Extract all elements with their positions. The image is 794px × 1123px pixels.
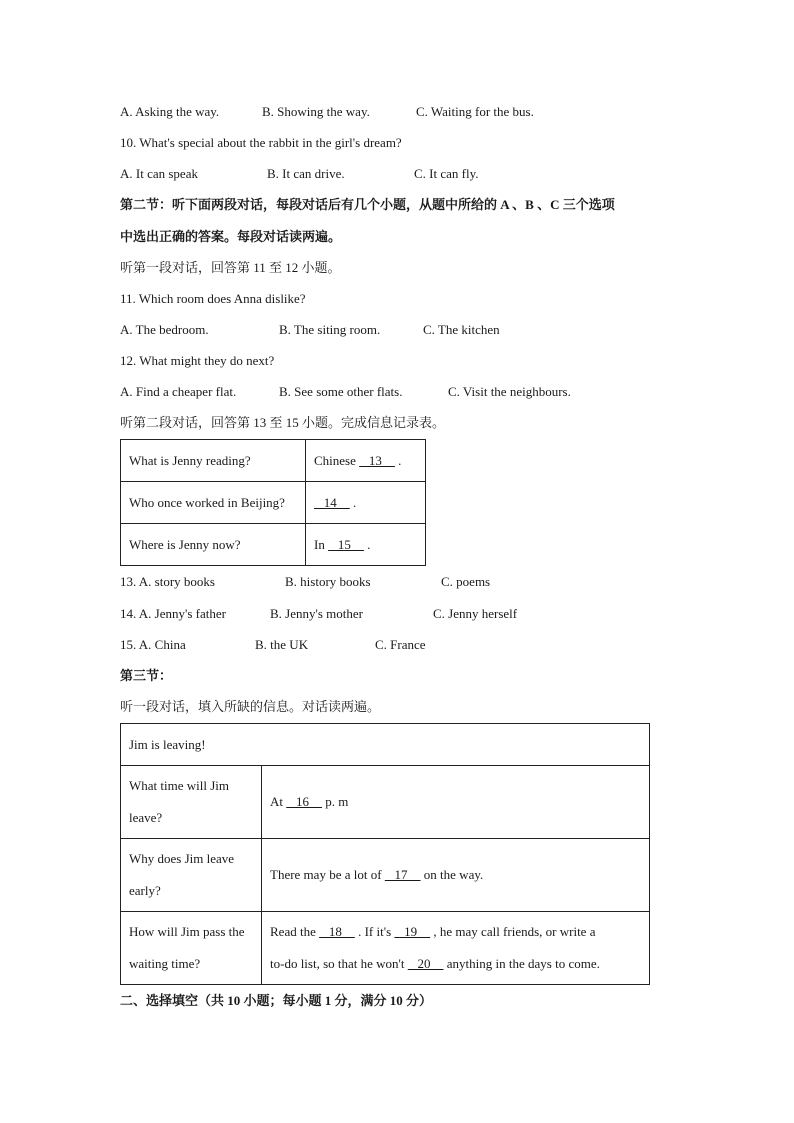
q13-option-c: C. poems	[441, 574, 491, 589]
q12-option-c: C. Visit the neighbours.	[448, 384, 571, 399]
dialog1-intro: 听第一段对话，回答第 11 至 12 小题。	[120, 260, 341, 275]
answer-text: . If it's	[354, 924, 395, 939]
question-line: waiting time?	[129, 956, 201, 971]
question-12: 12. What might they do next?	[120, 353, 275, 368]
table-row	[121, 839, 650, 912]
dialog2-intro: 听第二段对话，回答第 13 至 15 小题。完成信息记录表。	[120, 415, 446, 430]
q13-option-b: B. history books	[285, 574, 371, 589]
q9-option-c: C. Waiting for the bus.	[416, 104, 534, 119]
question-line: early?	[129, 883, 161, 898]
section3-intro: 听一段对话，填入所缺的信息。对话读两遍。	[120, 699, 381, 714]
table-answer-cell	[262, 839, 650, 912]
table-row	[121, 766, 650, 839]
q12-option-a: A. Find a cheaper flat.	[120, 384, 237, 399]
q15-option-c: C. France	[375, 637, 426, 652]
table-answer-cell	[306, 482, 426, 524]
answer-suffix: .	[363, 536, 371, 552]
q13-option-a: 13. A. story books	[120, 574, 215, 589]
blank-20: 20	[407, 956, 444, 971]
table-question-cell	[121, 766, 262, 839]
answer-suffix: .	[394, 452, 402, 468]
q15-option-b: B. the UK	[255, 637, 309, 652]
answer-prefix: In	[314, 536, 329, 552]
question-line: What time will Jim	[129, 778, 230, 793]
answer-line	[270, 948, 641, 980]
table-answer-cell	[306, 440, 426, 482]
question-line: leave?	[129, 810, 163, 825]
question-line: How will Jim pass the	[129, 924, 245, 939]
q12-option-b: B. See some other flats.	[279, 384, 403, 399]
question-10: 10. What's special about the rabbit in the girl's dream?	[120, 135, 402, 150]
table-question-cell: Where is Jenny now?	[121, 524, 306, 566]
q10-option-a: A. It can speak	[120, 166, 198, 181]
blank-18: 18	[319, 924, 355, 939]
table-question-cell	[121, 912, 262, 985]
q14-option-a: 14. A. Jenny's father	[120, 606, 226, 621]
q11-option-c: C. The kitchen	[423, 322, 500, 337]
blank-17: 17	[384, 867, 421, 882]
answer-text: , he may call friends, or write a	[430, 924, 596, 939]
blank-13: 13	[359, 452, 395, 468]
blank-14: 14	[314, 494, 350, 510]
answer-suffix: on the way.	[420, 867, 484, 882]
q9-option-b: B. Showing the way.	[262, 104, 370, 119]
blank-19: 19	[394, 924, 431, 939]
q14-option-c: C. Jenny herself	[433, 606, 518, 621]
q15-option-a: 15. A. China	[120, 637, 186, 652]
q14-option-b: B. Jenny's mother	[270, 606, 363, 621]
table-row	[121, 482, 426, 524]
question-11: 11. Which room does Anna dislike?	[120, 291, 306, 306]
answer-line	[270, 916, 641, 948]
section3-heading: 第三节：	[120, 668, 173, 683]
answer-suffix: p. m	[322, 794, 349, 809]
q11-option-b: B. The siting room.	[279, 322, 381, 337]
answer-text: anything in the days to come.	[443, 956, 600, 971]
q11-option-a: A. The bedroom.	[120, 322, 209, 337]
table-row	[121, 524, 426, 566]
table-title: Jim is leaving!	[121, 724, 650, 766]
info-table-2	[120, 723, 650, 985]
section2-heading-line2: 中选出正确的答案。每段对话读两遍。	[120, 229, 342, 244]
q10-option-c: C. It can fly.	[414, 166, 479, 181]
table-answer-cell	[262, 766, 650, 839]
table-title-row	[121, 724, 650, 766]
answer-suffix: .	[349, 494, 357, 510]
answer-prefix: There may be a lot of	[270, 867, 385, 882]
table-question-cell: Who once worked in Beijing?	[121, 482, 306, 524]
answer-text: to-do list, so that he won't	[270, 956, 408, 971]
section2-heading-line1: 第二节：听下面两段对话，每段对话后有几个小题，从题中所给的 A 、B 、C 三个选项	[120, 197, 615, 212]
table-answer-cell	[306, 524, 426, 566]
table-row	[121, 912, 650, 985]
answer-prefix: Chinese	[314, 452, 360, 468]
part2-heading: 二、选择填空（共 10 小题；每小题 1 分，满分 10 分）	[120, 993, 433, 1008]
table-question-cell	[121, 839, 262, 912]
q10-option-b: B. It can drive.	[267, 166, 345, 181]
blank-16: 16	[286, 794, 322, 809]
q9-option-a: A. Asking the way.	[120, 104, 220, 119]
question-line: Why does Jim leave	[129, 851, 235, 866]
answer-text: Read the	[270, 924, 320, 939]
answer-prefix: At	[270, 794, 287, 809]
info-table-1	[120, 439, 426, 566]
blank-15: 15	[328, 536, 364, 552]
table-question-cell: What is Jenny reading?	[121, 440, 306, 482]
table-row	[121, 440, 426, 482]
table-answer-cell	[262, 912, 650, 985]
